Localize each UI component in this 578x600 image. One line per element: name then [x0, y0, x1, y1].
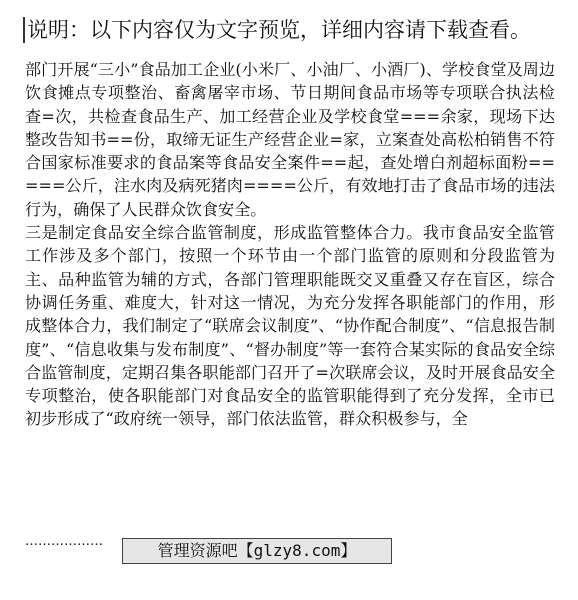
preview-notice: 说明：以下内容仅为文字预览，详细内容请下载查看。 — [27, 18, 531, 42]
paragraph-2: 三是制定食品安全综合监管制度，形成监管整体合力。我市食品安全监管工作涉及多个部门，按照一个环节由一个部门监管的原则和分段监管为主、品种监管为辅的方式，各部门管理职能既交叉重叠又存在盲区，综合协调任务重、难度大，针对这一情况，为充分发挥各职能部门的作用，形成整体合力，我们制定了“联席会议制度”、“协作配合制度”、“信息报告制度”、“信息收集与发布制度”、“督办制度”等一套符合某实际的食品安全综合监管制度，定期召集各职能部门召开了=次联席会议，及时开展食品安全专项整治，使各职能部门对食品安全的监管职能得到了充分发挥，全市已初步形成了“政府统一领导，部门依法监管，群众积极参与，全 — [25, 223, 555, 429]
continuation-ellipsis: ……………… — [25, 534, 103, 549]
document-body — [25, 58, 555, 431]
paragraph-1: 部门开展“三小”食品加工企业(小米厂、小油厂、小酒厂)、学校食堂及周边饮食摊点专项整治、畜禽屠宰市场、节日期间食品市场等专项联合执法检查=次，共检查食品生产、加工经营企业及学校食堂===余家，现场下达整改告知书==份，取缔无证生产经营企业=家，立案查处高松柏销售不符合国家标准要求的食品案等食品安全案件==起，查处增白剂超标面粉=====公斤，注水肉及病死猪肉====公斤，有效地打击了食品市场的违法行为，确保了人民群众饮食安全。 — [25, 60, 555, 219]
text-cursor — [23, 17, 25, 43]
download-link-button[interactable]: 管理资源吧【glzy8.com】 — [122, 538, 392, 564]
